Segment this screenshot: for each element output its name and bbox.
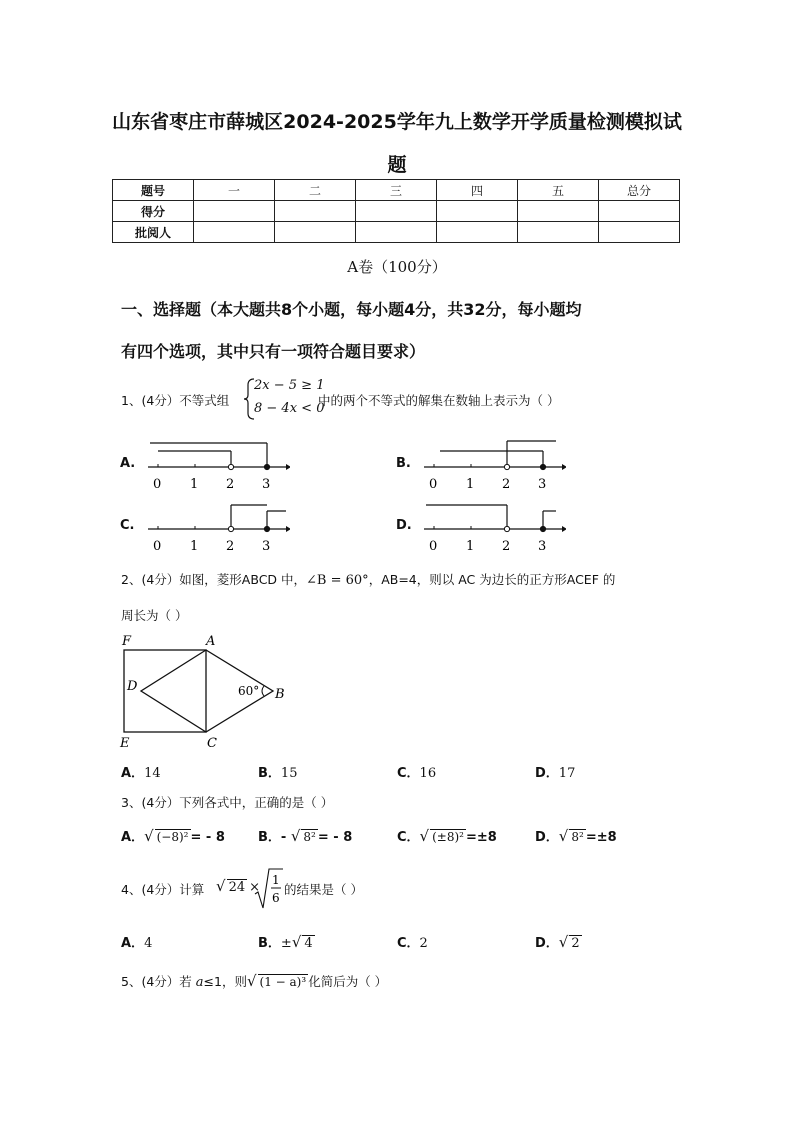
option-label: B． <box>258 766 281 781</box>
radicand: 8² <box>571 830 584 844</box>
option-a-label[interactable]: A. <box>120 456 136 471</box>
question-2-text-b: ，AB=4，则以 AC 为边长的正方形ACEF 的 <box>368 572 616 587</box>
point-label-e: E <box>120 736 130 751</box>
page-title: 山东省枣庄市薛城区2024-2025学年九上数学开学质量检测模拟试 <box>112 111 682 133</box>
question-1-inequality-1: 2x − 5 ≥ 1 <box>254 378 325 393</box>
tick-label: 3 <box>262 477 271 492</box>
option-label: A． <box>121 936 145 951</box>
section-heading-continued: 有四个选项，其中只有一项符合题目要求） <box>121 342 426 361</box>
sqrt-icon: √ <box>558 933 569 951</box>
tick-label: 2 <box>226 477 235 492</box>
question-4-suffix: 的结果是（ ） <box>284 882 363 897</box>
option-label: D． <box>535 936 559 951</box>
times-sign: × <box>249 880 261 895</box>
paper-section-label: A卷（100分） <box>347 258 447 276</box>
option-label: B． <box>258 830 281 845</box>
table-cell <box>356 201 437 222</box>
radicand: 24 <box>228 880 246 895</box>
table-cell <box>518 201 599 222</box>
option-b-label[interactable]: B. <box>396 456 411 471</box>
option-result: =±8 <box>585 830 617 845</box>
rhombus-square-figure <box>114 632 294 752</box>
point-label-a: A <box>206 634 216 649</box>
point-label-b: B <box>275 687 285 702</box>
question-2-stem <box>121 570 615 588</box>
number-line-b[interactable] <box>416 436 566 494</box>
option-label: C． <box>397 766 420 781</box>
question-2-angle: ∠B = 60° <box>306 573 369 588</box>
table-cell: 题号 <box>113 180 194 201</box>
tick-label: 0 <box>153 477 162 492</box>
option-value: 17 <box>558 766 576 781</box>
section-heading: 一、选择题（本大题共8个小题，每小题4分，共32分，每小题均 <box>121 300 582 319</box>
tick-label: 1 <box>466 539 475 554</box>
option-c[interactable] <box>397 762 436 781</box>
question-1-prefix: 1、(4分）不等式组 <box>121 393 230 408</box>
question-1-inequality-2: 8 − 4x < 0 <box>254 401 325 416</box>
fraction-numerator: 1 <box>272 873 280 887</box>
tick-label: 2 <box>226 539 235 554</box>
tick-label: 1 <box>190 539 199 554</box>
sqrt-icon: √ <box>291 933 302 951</box>
question-3-stem: 3、(4分）下列各式中，正确的是（ ） <box>121 795 334 810</box>
sqrt-icon: √ <box>216 877 226 895</box>
table-cell <box>275 222 356 243</box>
score-table-row <box>113 201 680 222</box>
table-cell <box>356 222 437 243</box>
option-b[interactable] <box>258 826 352 845</box>
option-label: A． <box>121 766 145 781</box>
point-label-c: C <box>207 736 217 751</box>
number-line-c[interactable] <box>140 498 290 556</box>
table-cell <box>437 222 518 243</box>
table-cell: 二 <box>275 180 356 201</box>
option-result: = - 8 <box>317 830 353 845</box>
point-label-d: D <box>127 679 138 694</box>
table-cell: 批阅人 <box>113 222 194 243</box>
radicand: (1 − a)³ <box>259 975 307 989</box>
sqrt-icon: √ <box>558 827 569 845</box>
tick-label: 3 <box>538 539 547 554</box>
option-d-label[interactable]: D. <box>396 518 412 533</box>
question-5-condition: ≤1，则 <box>203 974 247 989</box>
sqrt-icon: √ <box>246 972 257 990</box>
option-label: B． <box>258 936 281 951</box>
fraction-denominator: 6 <box>272 891 280 905</box>
table-cell: 一 <box>194 180 275 201</box>
radicand: (−8)² <box>156 830 189 844</box>
question-4-prefix: 4、(4分）计算 <box>121 882 205 897</box>
table-cell: 三 <box>356 180 437 201</box>
tick-label: 0 <box>429 477 438 492</box>
option-prefix: ± <box>280 936 292 951</box>
table-cell <box>194 201 275 222</box>
question-5-prefix: 5、(4分）若 <box>121 974 196 989</box>
angle-label: 60° <box>238 684 260 698</box>
table-cell <box>518 222 599 243</box>
question-2-stem-continued: 周长为（ ） <box>121 608 188 623</box>
option-value: 15 <box>280 766 298 781</box>
point-label-f: F <box>122 634 132 649</box>
option-c[interactable] <box>397 826 497 845</box>
option-value: 16 <box>419 766 437 781</box>
number-line-d[interactable] <box>416 498 566 556</box>
table-cell <box>194 222 275 243</box>
question-5-stem <box>121 972 387 990</box>
option-d[interactable] <box>535 932 582 951</box>
table-cell: 四 <box>437 180 518 201</box>
table-cell <box>275 201 356 222</box>
score-table <box>112 179 680 243</box>
option-a[interactable] <box>121 762 161 781</box>
radicand: 4 <box>304 936 313 951</box>
sqrt-icon: √ <box>419 827 430 845</box>
option-a[interactable] <box>121 932 152 951</box>
number-line-a[interactable] <box>140 436 290 494</box>
tick-label: 2 <box>502 539 511 554</box>
radicand: 8² <box>303 830 316 844</box>
option-value: 2 <box>419 936 428 951</box>
question-5-suffix: 化简后为（ ） <box>308 974 388 989</box>
option-value: 4 <box>144 936 153 951</box>
tick-label: 1 <box>466 477 475 492</box>
tick-label: 3 <box>538 477 547 492</box>
table-cell: 五 <box>518 180 599 201</box>
score-table-row <box>113 222 680 243</box>
score-table-header-row <box>113 180 680 201</box>
option-label: C． <box>397 830 420 845</box>
option-result: = - 8 <box>190 830 225 845</box>
radicand: (±8)² <box>432 830 464 844</box>
tick-label: 3 <box>262 539 271 554</box>
radicand: 2 <box>571 936 580 951</box>
question-1-suffix: 中的两个不等式的解集在数轴上表示为（ ） <box>318 393 560 408</box>
table-cell <box>437 201 518 222</box>
option-label: A． <box>121 830 145 845</box>
question-1-stem <box>121 391 229 409</box>
option-b[interactable] <box>258 932 315 951</box>
sqrt-icon: √ <box>290 827 301 845</box>
option-a[interactable] <box>121 826 225 845</box>
question-2-text-a: 2、(4分）如图，菱形ABCD 中， <box>121 572 307 587</box>
option-d[interactable] <box>535 826 617 845</box>
sqrt-fraction-icon <box>254 866 284 912</box>
tick-label: 1 <box>190 477 199 492</box>
option-result: =±8 <box>465 830 497 845</box>
option-label: C． <box>397 936 420 951</box>
option-label: D． <box>535 830 559 845</box>
tick-label: 0 <box>153 539 162 554</box>
table-cell <box>599 201 680 222</box>
option-d[interactable] <box>535 762 575 781</box>
tick-label: 2 <box>502 477 511 492</box>
option-b[interactable] <box>258 762 297 781</box>
option-prefix: - <box>280 830 291 845</box>
option-value: 14 <box>144 766 161 781</box>
table-cell: 总分 <box>599 180 680 201</box>
question-5-variable: a <box>195 975 204 990</box>
option-c[interactable] <box>397 932 428 951</box>
table-cell: 得分 <box>113 201 194 222</box>
sqrt-icon: √ <box>144 827 154 845</box>
tick-label: 0 <box>429 539 438 554</box>
option-label: D． <box>535 766 559 781</box>
option-c-label[interactable]: C. <box>120 518 135 533</box>
page-title-continued: 题 <box>387 154 407 176</box>
table-cell <box>599 222 680 243</box>
